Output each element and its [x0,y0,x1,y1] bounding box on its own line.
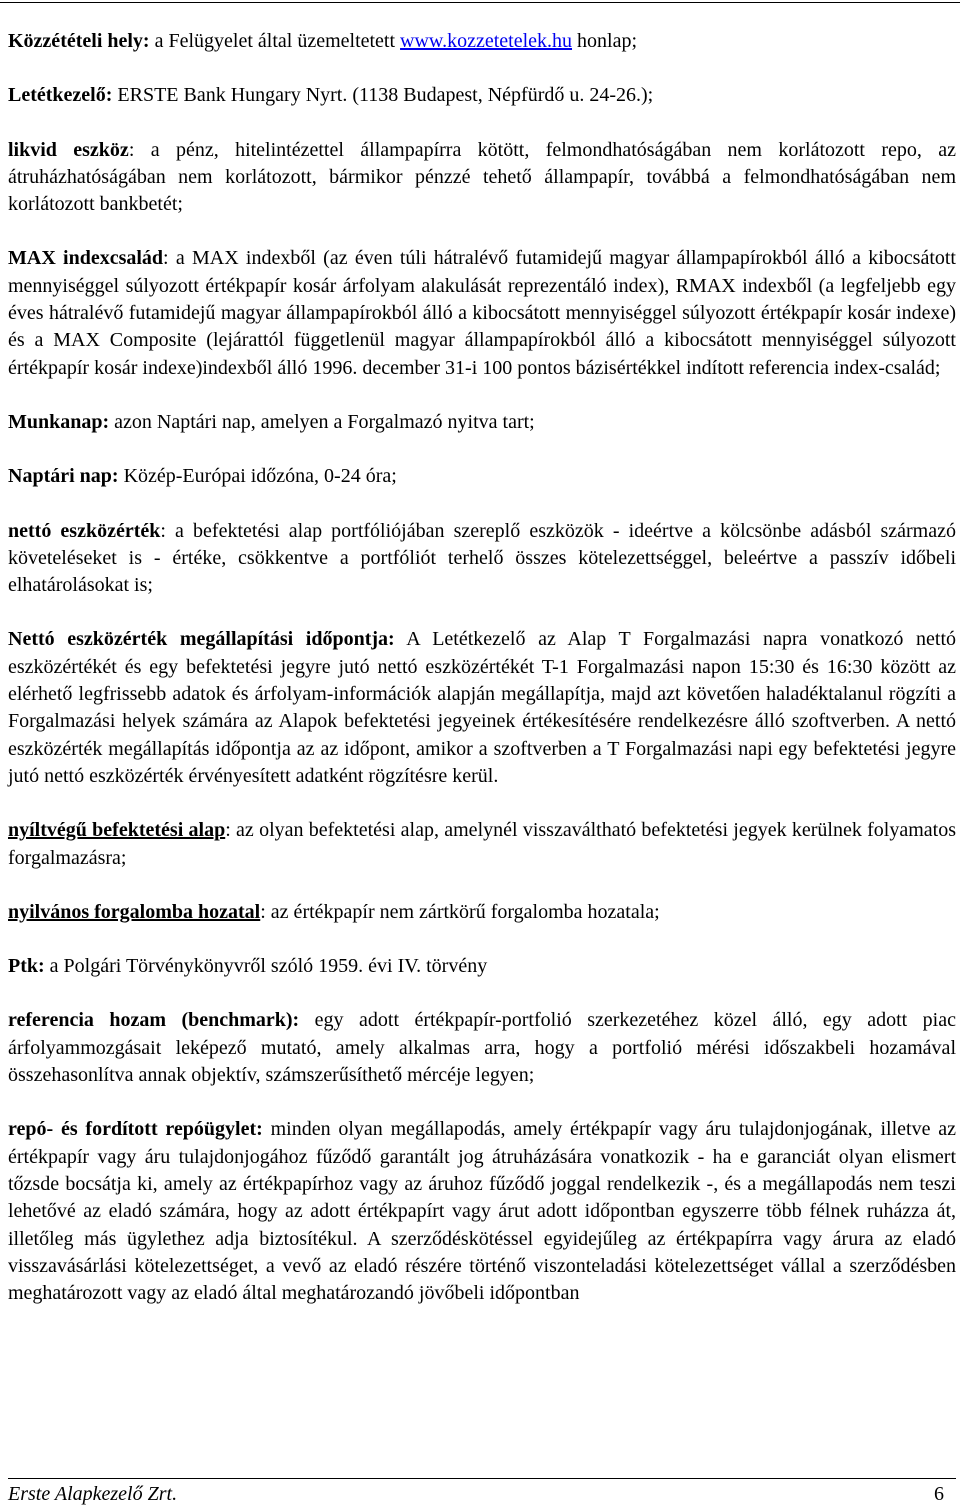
footer-rule [8,1478,956,1479]
term-label: Naptári nap: [8,465,119,488]
entry-net-asset-value [8,518,956,600]
entry-text: egy adott értékpapír-portfolió szerkezetéhez közel álló, egy adott piac árfolyammozgásait leképező mutató, amely alkalmas arra, hogy a portfolió mérési időszakbeli hozamával összehasonlítva annak objektív, számszerűsíthető mércéje legyen; [8,1009,956,1087]
entry-text: A Letétkezelő az Alap T Forgalmazási napra vonatkozó nettó eszközértékét és egy befektetési jegyre jutó nettó eszközértékét T-1 Forgalmazási napon 15:30 és 16:30 között az elérhető legfrissebb adatok és árfolyam-információk alapján megállapítja, majd azt követően haladéktalanul rögzíti a Forgalmazási helyek számára az Alapok befektetési jegyeinek értékesítésére rendelkezésre álló szoftverben. A nettó eszközérték megállapítás időpontja az az időpont, amikor a szoftverben a T Forgalmazási napi egy befektetési jegyre jutó nettó eszközérték érvényesített adatként rögzítésre kerül. [8,628,956,787]
term-label: nyilvános forgalomba hozatal [8,900,261,923]
entry-text-tail: honlap; [572,30,638,52]
entry-public-offering [8,899,956,926]
entry-text: : a MAX indexből (az éven túli hátralévő futamidejű magyar állampapírokból álló a kibocsátott mennyiséggel súlyozott értékpapír kosár árfolyam alakulását reprezentáló index), RMAX indexből (a legfeljebb egy éves hátralévő futamidejű magyar állampapírokból álló a kibocsátott mennyiséggel súlyozott értékpapír kosár indexe) és a MAX Composite (lejárattól függetlenül magyar állampapírokból álló a kibocsátott mennyiséggel súlyozott értékpapír kosár indexe)indexből álló 1996. december 31-i 100 pontos bázisértékkel indított referencia index-család; [8,247,956,379]
kozzetetelek-link[interactable]: www.kozzetetelek.hu [400,30,573,52]
term-label: nyíltvégű befektetési alap [8,819,226,842]
entry-open-end-fund [8,817,956,872]
term-label: repó- és fordított repóügylet: [8,1118,263,1141]
footer-company: Erste Alapkezelő Zrt. [8,1483,178,1505]
entry-text: azon Naptári nap, amelyen a Forgalmazó nyitva tart; [109,410,535,433]
entry-text: Közép-Európai időzóna, 0-24 óra; [118,465,397,488]
term-label: MAX indexcsalád [8,247,164,270]
term-label: referencia hozam (benchmark): [8,1009,300,1032]
entry-text: : a pénz, hitelintézettel állampapírra kötött, felmondhatóságában nem korlátozott repo, az átruházhatóságában nem korlátozott, bármikor pénzzé tehető állampapír, továbbá a felmondhatóságában nem korlátozott bankbetét; [8,138,956,216]
entry-text: minden olyan megállapodás, amely értékpapír vagy áru tulajdonjogának, illetve az értékpapír vagy áru tulajdonjogához fűződő garantált jog átruházására vonatkozik - ha e garanciát olyan elismert tőzsde bocsátja ki, amely az értékpapírhoz vagy az áruhoz fűződő joggal rendelkezik -, és a megállapodás nem teszi lehetővé az eladó számára, hogy az adott értékpapírt vagy árut adott időpontban egyszerre több félnek ruházza át, illetőleg más ügylethez adja biztosítékul. A szerződéskötéssel egyidejűleg az értékpapírra vagy árura az eladó visszavásárlási kötelezettséget, a vevő az eladó részére történő viszonteladási kötelezettséget vállal a szerződésben meghatározott vagy az eladó által meghatározandó jövőbeli időpontban [8,1118,956,1305]
entry-text: : az olyan befektetési alap, amelynél visszaváltható befektetési jegyek kerülnek folyamatos forgalmazásra; [8,819,956,869]
entry-max-index [8,245,956,381]
entry-text: ERSTE Bank Hungary Nyrt. (1138 Budapest, Népfürdő u. 24-26.); [112,84,654,107]
header-rule [0,2,960,3]
term-label: Közzétételi hely: [8,30,150,52]
page-number: 6 [934,1483,944,1505]
entry-working-day [8,409,956,436]
entry-civil-code [8,953,956,980]
document-body [8,28,956,1307]
entry-repo [8,1116,956,1307]
entry-text: a Polgári Törvénykönyvről szóló 1959. évi IV. törvény [44,955,488,978]
entry-text: : a befektetési alap portfóliójában szereplő eszközök - ideértve a kölcsönbe adásból származó követeléseket is - értéke, csökkentve a portfóliót terhelő összes kötelezettséggel, beleértve a passzív időbeli elhatárolásokat is; [8,519,956,597]
term-label: nettó eszközérték [8,519,161,542]
entry-liquid-asset [8,137,956,219]
entry-text: : az értékpapír nem zártkörű forgalomba hozatala; [260,900,660,923]
term-label: Letétkezelő: [8,84,113,107]
term-label: Munkanap: [8,410,110,433]
term-label: Ptk: [8,955,45,978]
entry-nav-determination-time [8,626,956,790]
term-label: Nettó eszközérték megállapítási időpontja: [8,628,395,651]
entry-publication-place [8,28,956,55]
entry-calendar-day [8,463,956,490]
entry-benchmark [8,1007,956,1089]
term-label: likvid eszköz [8,138,129,161]
entry-text: a Felügyelet által üzemeltetett [149,30,401,52]
entry-custodian [8,82,956,109]
